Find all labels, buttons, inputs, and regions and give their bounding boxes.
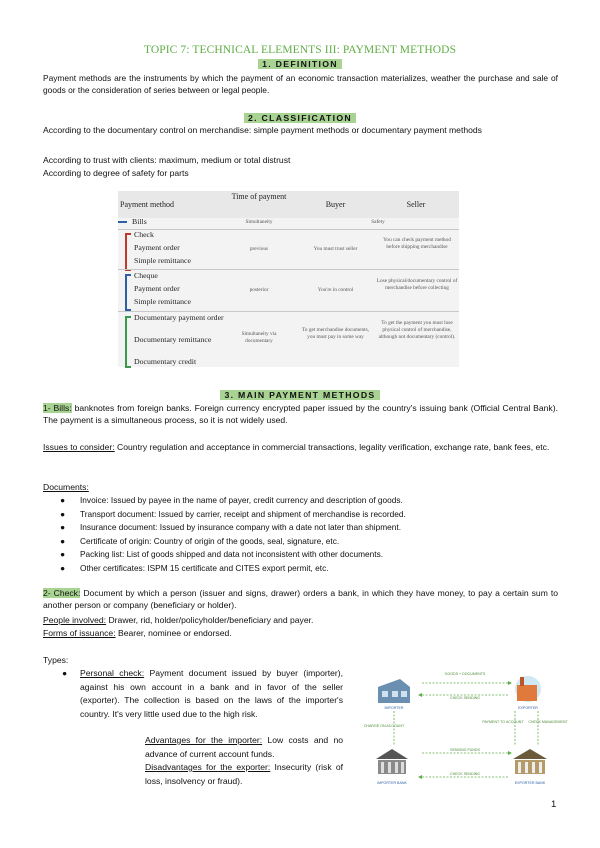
list-item: ● Insurance document: Issued by insurance company with a date not later than shipment. [60,522,401,532]
classification-line: According to degree of safety for parts [43,168,189,178]
table-cell: Simple remittance [134,297,191,306]
table-cell: Documentary payment order [134,313,224,322]
page-title: TOPIC 7: TECHNICAL ELEMENTS III: PAYMENT METHODS [143,44,457,56]
diagram-label: IMPORTER BANK [377,781,407,785]
documents-label: Documents: [43,482,89,492]
table-cell: Bills [132,217,147,226]
group-bracket [125,274,131,311]
table-cell: Simultaneity via documentary [241,331,277,345]
diagram-label: SENDING FUNDS [450,748,480,752]
classification-line: According to trust with clients: maximum, medium or total distrust [43,155,291,165]
disadvantages-paragraph: Disadvantages for the exporter: Insecurity (risk of loss, insolvency or fraud). [145,762,343,786]
documents-list [60,494,560,575]
table-cell: Simple remittance [134,256,191,265]
bills-marker [118,221,127,223]
diagram-label: EXPORTER [518,706,538,710]
table-rule [118,229,459,230]
diagram-label: CHARGE ON ACCOUNT [363,724,405,728]
table-cell: To get merchandise documents, you must pay in some way [302,327,369,341]
check-flow-diagram [363,665,568,787]
diagram-label: GOODS + DOCUMENTS [444,672,486,676]
diagram-label: CHECK SENDING [450,696,480,700]
table-cell: You're in control [317,287,354,293]
table-header: Time of payment [231,192,287,201]
people-involved: People involved: Drawer, rid, holder/policyholder/beneficiary and payer. [43,615,314,625]
table-cell: To get the payment you must lose physical control of merchandise, although not documentary (control). [378,320,456,341]
classification-line: According to the documentary control on merchandise: simple payment methods or documentary payment methods [43,125,482,135]
issues-paragraph: Issues to consider: Country regulation and acceptance in commercial transactions, legality verification, exchange rate, bank fees, etc. [43,442,550,452]
list-item: ● Other certificates: ISPM 15 certificate and CITES export permit, etc. [60,562,329,573]
table-cell: You must trust seller [313,246,358,252]
table-cell: Check [134,230,154,239]
table-cell: Cheque [134,271,158,280]
advantages-paragraph: Advantages for the importer: Low costs and no advance of current account funds. [145,735,344,759]
forms-of-issuance: Forms of issuance: Bearer, nominee or endorsed. [43,628,232,638]
list-item: ● Invoice: Issued by payee in the name of payer, credit currency and description of goods. [60,495,403,505]
personal-check-paragraph: Personal check: Payment document issued by buyer (importer), against his own account in a bank and in favor of the seller (exporter). The collection is based on the laws of the importer's country. It's very little used due to the high risk. [80,668,343,719]
definition-text: Payment methods are the instruments by which the payment of an economic transaction materializes, weather the purchase and sale of goods or the consideration of series between or legal people. [43,73,558,96]
check-paragraph: 2- Check: Document by which a person (issuer and signs, drawer) orders a bank, in which they have money, to pay a certain sum to another person or company (beneficiary or holder). [43,588,558,611]
section-heading-definition: 1. DEFINITION [0,58,600,71]
section-heading-main-methods: 3. MAIN PAYMENT METHODS [0,389,600,402]
list-item: ● Packing list: List of goods shipped and data not inconsistent with other documents. [60,549,384,559]
section-heading-classification: 2. CLASSIFICATION [0,112,600,125]
group-bracket [125,233,131,271]
bills-paragraph: 1- Bills: banknotes from foreign banks. Foreign currency encrypted paper issued by the country's issuing bank (Official Central Bank). The payment is a simultaneous process, so it is not widely used. [43,403,558,426]
classification-table [118,191,459,367]
table-cell: previous [249,246,269,252]
table-header: Buyer [325,200,346,209]
table-cell: You can check payment method before shipping merchandise [383,237,451,251]
diagram-label: PAYMENT TO ACCOUNT [482,720,524,724]
table-cell: Payment order [134,243,180,252]
table-cell: Safety [371,219,385,225]
group-bracket [125,316,131,368]
table-cell: posterior [249,287,269,293]
diagram-label: CHECK MANAGEMENT [528,720,568,724]
diagram-label: CHECK SENDING [450,772,480,776]
list-item: ● Certificate of origin: Country of origin of the goods, seal, signature, etc. [60,535,340,546]
table-cell: Payment order [134,284,180,293]
table-header: Seller [406,200,426,209]
table-cell: Simultaneity [245,219,273,225]
list-item: ● Transport document: Issued by carrier, receipt and shipment of merchandise is recorded. [60,508,406,519]
bullet: ● [62,668,68,678]
types-label: Types: [43,655,69,665]
table-header: Payment method [120,200,174,209]
table-rule [118,269,459,270]
exporter-building-icon [515,676,541,702]
table-cell: Documentary credit [134,357,197,366]
diagram-label: EXPORTER BANK [514,781,546,785]
table-cell: Documentary remittance [134,335,212,344]
page-number: 1 [551,799,557,810]
table-cell: Lose physical/documentary control of merchandise before collecting [376,278,458,292]
diagram-label: IMPORTER [384,706,404,710]
